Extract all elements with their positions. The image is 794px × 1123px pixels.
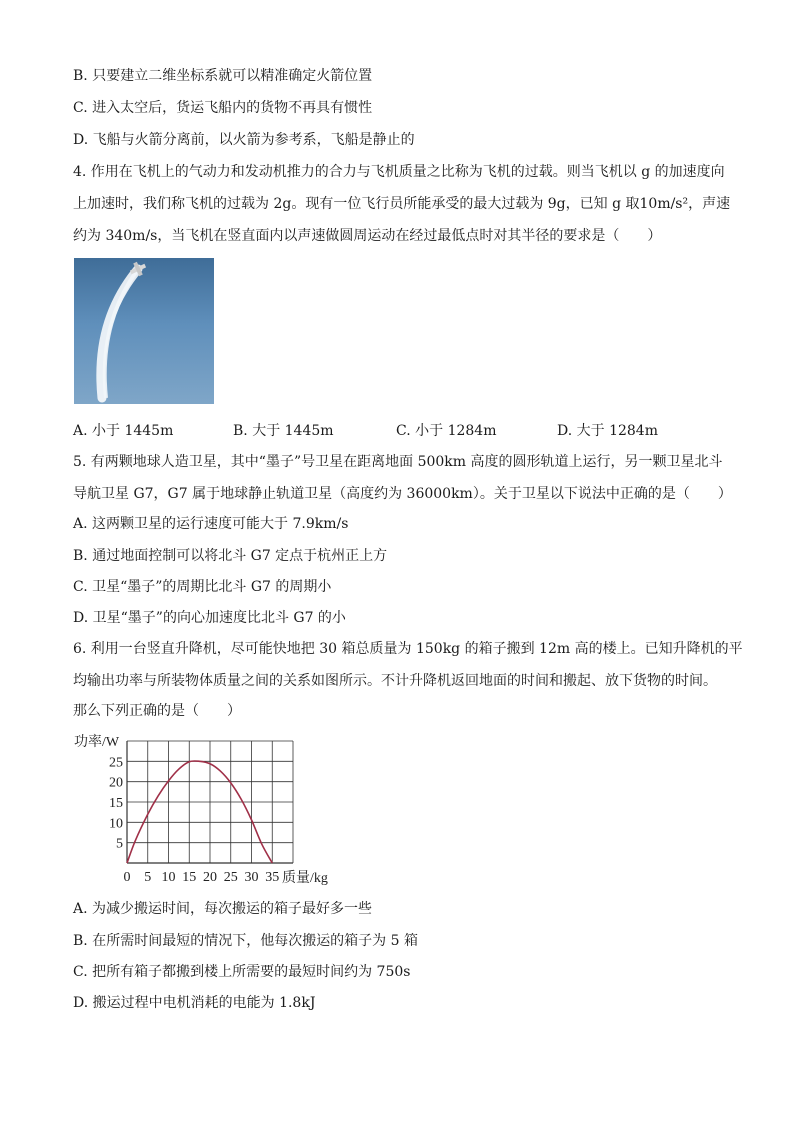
q5-option-b: B. 通过地面控制可以将北斗 G7 定点于杭州正上方 — [73, 548, 388, 564]
x-tick-label: 10 — [161, 870, 176, 885]
power-mass-chart — [70, 730, 350, 890]
q4-stem-line-1: 4. 作用在飞机上的气动力和发动机推力的合力与飞机质量之比称为飞机的过载。则当飞机以 g 的加速度向 — [73, 164, 725, 180]
q5-option-c: C. 卫星“墨子”的周期比北斗 G7 的周期小 — [73, 579, 332, 595]
y-tick-label: 20 — [109, 775, 123, 791]
q5-stem-line-2: 导航卫星 G7，G7 属于地球静止轨道卫星（高度约为 36000km）。关于卫星以下说法中正确的是（ ） — [73, 486, 732, 502]
y-tick-label: 10 — [109, 816, 123, 832]
x-axis-label: 质量/kg — [282, 871, 328, 886]
power-curve — [127, 761, 272, 863]
x-tick-labels — [124, 870, 280, 885]
y-tick-label: 5 — [116, 836, 123, 852]
q4-option-d: D. 大于 1284m — [557, 423, 658, 439]
y-tick-label: 15 — [109, 796, 123, 811]
x-tick-label: 0 — [123, 870, 131, 885]
q3-option-c: C. 进入太空后，货运飞船内的货物不再具有惯性 — [73, 100, 373, 116]
x-tick-label: 25 — [223, 870, 238, 885]
y-tick-label: 25 — [109, 755, 123, 771]
q4-stem-line-2: 上加速时，我们称飞机的过载为 2g。现有一位飞行员所能承受的最大过载为 9g，已知 g 取10m/s²，声速 — [73, 196, 731, 212]
x-tick-label: 15 — [182, 870, 197, 885]
y-tick-labels — [109, 755, 123, 851]
q4-option-c: C. 小于 1284m — [396, 423, 497, 439]
q6-stem-line-3: 那么下列正确的是（ ） — [73, 703, 241, 719]
x-tick-label: 20 — [203, 870, 217, 885]
q5-option-a: A. 这两颗卫星的运行速度可能大于 7.9km/s — [73, 516, 349, 532]
chart-grid — [127, 741, 293, 863]
q4-option-b: B. 大于 1445m — [233, 423, 334, 439]
q5-option-d: D. 卫星“墨子”的向心加速度比北斗 G7 的小 — [73, 610, 346, 626]
q3-option-b: B. 只要建立二维坐标系就可以精准确定火箭位置 — [73, 68, 373, 84]
x-tick-label: 30 — [244, 870, 259, 885]
q5-stem-line-1: 5. 有两颗地球人造卫星，其中“墨子”号卫星在距离地面 500km 高度的圆形轨道上运行，另一颗卫星北斗 — [73, 454, 723, 470]
y-axis-label: 功率/W — [74, 735, 120, 750]
q3-option-d: D. 飞船与火箭分离前，以火箭为参考系，飞船是静止的 — [73, 132, 415, 148]
q6-stem-line-2: 均输出功率与所装物体质量之间的关系如图所示。不计升降机返回地面的时间和搬起、放下货物的时间。 — [73, 673, 717, 689]
q6-option-b: B. 在所需时间最短的情况下，他每次搬运的箱子为 5 箱 — [73, 933, 418, 949]
x-tick-label: 35 — [265, 870, 280, 885]
q4-option-a: A. 小于 1445m — [73, 423, 174, 439]
q4-stem-line-3: 约为 340m/s，当飞机在竖直面内以声速做圆周运动在经过最低点时对其半径的要求是（ ） — [73, 228, 662, 244]
airplane-smoke-photo — [74, 258, 214, 404]
x-tick-label: 5 — [144, 870, 152, 885]
q6-option-c: C. 把所有箱子都搬到楼上所需要的最短时间约为 750s — [73, 964, 411, 980]
q6-option-a: A. 为减少搬运时间，每次搬运的箱子最好多一些 — [73, 901, 373, 917]
q6-stem-line-1: 6. 利用一台竖直升降机，尽可能快地把 30 箱总质量为 150kg 的箱子搬到 12m 高的楼上。已知升降机的平 — [73, 641, 743, 657]
q6-option-d: D. 搬运过程中电机消耗的电能为 1.8kJ — [73, 995, 316, 1011]
